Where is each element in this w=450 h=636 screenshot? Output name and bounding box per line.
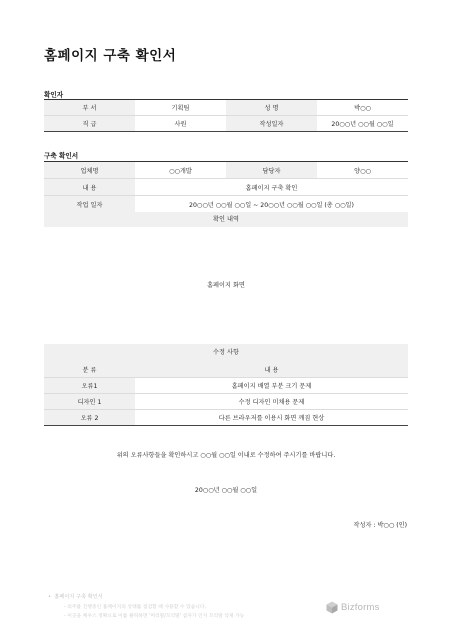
work-date-label: 작업 일자 (44, 196, 135, 213)
table-row (44, 377, 408, 393)
issue-date: 20○○년 ○○월 ○○일 (194, 487, 258, 494)
bullet-icon: • (48, 594, 55, 600)
fixes-header: 수정 사항 (44, 344, 408, 362)
company-label: 업체명 (44, 162, 135, 179)
table-row (44, 162, 408, 179)
table-row (44, 362, 408, 377)
screen-placeholder-text: 홈페이지 화면 (207, 282, 245, 289)
table-row (44, 100, 408, 116)
fixes-col-type: 분 류 (44, 362, 135, 377)
rank-label: 직 급 (44, 116, 135, 132)
manager-label: 담당자 (226, 162, 317, 179)
build-table (44, 161, 408, 213)
fix-content: 홈페이지 배열 부분 크기 문제 (135, 377, 408, 393)
department-label: 부 서 (44, 100, 135, 116)
fix-content: 수정 디자인 미채용 문제 (135, 393, 408, 409)
rank-value: 사원 (135, 116, 226, 132)
fix-content: 다른 브라우저를 이용시 화면 깨짐 현상 (135, 409, 408, 425)
footer-item (48, 593, 103, 600)
bizforms-logo (326, 601, 380, 614)
name-value: 박○○ (317, 100, 408, 116)
content-label: 내 용 (44, 179, 135, 196)
fixes-col-content: 내 용 (135, 362, 408, 377)
brand-name: Bizforms (341, 602, 380, 613)
fix-type: 오류1 (44, 377, 135, 393)
written-date-value: 20○○년 ○○월 ○○일 (317, 116, 408, 132)
build-section-label: 구축 확인서 (44, 152, 79, 160)
notice-text: 위의 오류사항들을 확인하시고 ○○월 ○○일 이내로 수정하여 주시기를 바랍니다. (116, 452, 336, 459)
department-value: 기획팀 (135, 100, 226, 116)
footer-line-1: - 의주를 진행중인 홈페이지의 상태를 점검할 때 사용할 수 있습니다. (64, 605, 207, 610)
table-row (44, 116, 408, 132)
manager-value: 양○○ (317, 162, 408, 179)
fix-type: 디자인 1 (44, 393, 135, 409)
company-value: ○○개발 (135, 162, 226, 179)
written-date-label: 작성일자 (226, 116, 317, 132)
bizforms-cube-icon (326, 601, 338, 614)
name-label: 성 명 (226, 100, 317, 116)
fix-type: 오류 2 (44, 409, 135, 425)
content-value: 홈페이지 구축 확인 (135, 179, 408, 196)
table-row (44, 393, 408, 409)
table-row (44, 179, 408, 196)
table-row (44, 196, 408, 213)
confirmer-section-label: 확인자 (44, 91, 64, 99)
footer-item-label: 홈페이지 구축 확인서 (54, 594, 103, 600)
table-row (44, 409, 408, 425)
confirmer-table (44, 99, 408, 132)
document-title: 홈페이지 구축 확인서 (44, 48, 177, 64)
homepage-screen-area (44, 227, 408, 344)
writer-signature: 작성자 : 박○○ (인) (353, 522, 407, 529)
fixes-table (44, 362, 408, 426)
footer-line-2: - 이곳을 체우스 정확으로 이를 클릭하면 '머리말/꼬리말' 삽자가 인지 꼬리말 삭제 가능 (64, 614, 245, 619)
details-header: 확인 내역 (44, 212, 408, 227)
work-date-value: 20○○년 ○○월 ○○일 ~ 20○○년 ○○월 ○○일 (총 ○○일) (135, 196, 408, 213)
